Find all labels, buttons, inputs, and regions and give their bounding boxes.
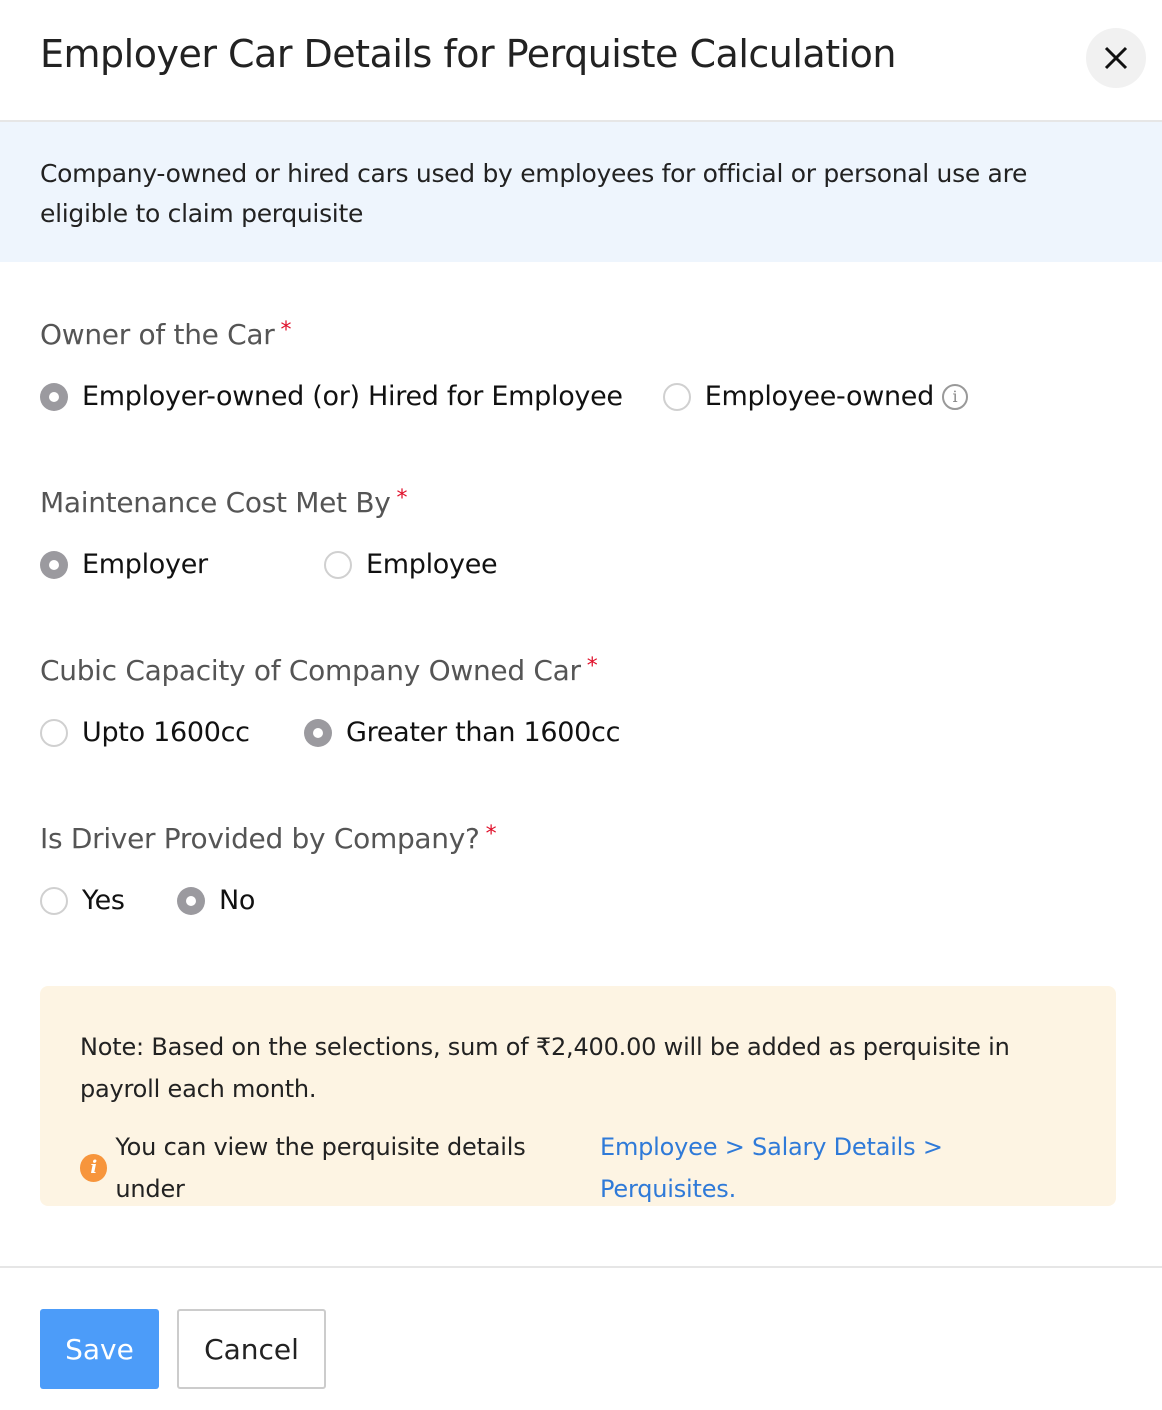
radio-employer-owned[interactable] (40, 381, 623, 412)
option-label: No (219, 885, 256, 916)
radio-employer[interactable] (40, 549, 324, 580)
note-hint: You can view the perquisite details under (115, 1133, 526, 1203)
radio-empty-icon (40, 887, 68, 915)
option-label: Employee (366, 549, 498, 580)
radio-empty-icon (40, 719, 68, 747)
option-label: Greater than 1600cc (346, 717, 621, 748)
close-button[interactable] (1086, 28, 1146, 88)
option-label: Employer (82, 549, 208, 580)
driver-group (40, 822, 496, 916)
required-mark: * (586, 654, 598, 679)
info-icon[interactable]: i (942, 384, 968, 410)
info-icon: i (80, 1154, 107, 1182)
radio-greater-1600cc[interactable] (304, 717, 620, 748)
option-label: Upto 1600cc (82, 717, 250, 748)
dialog-header (0, 0, 1162, 122)
radio-selected-icon (40, 551, 68, 579)
note-text: Note: Based on the selections, sum of ₹2,400.00 will be added as perquisite in payroll each month. (80, 1033, 1010, 1103)
cubic-capacity-group (40, 654, 620, 748)
required-mark: * (485, 822, 497, 847)
owner-group (40, 318, 968, 412)
save-button[interactable]: Save (40, 1309, 159, 1389)
radio-empty-icon (663, 383, 691, 411)
option-label: Employee-owned (704, 381, 934, 412)
radio-selected-icon (177, 887, 205, 915)
perquisites-link[interactable]: Employee > Salary Details > Perquisites. (600, 1133, 943, 1203)
radio-empty-icon (324, 551, 352, 579)
close-icon (1104, 46, 1128, 70)
cubic-capacity-label: Cubic Capacity of Company Owned Car (40, 654, 581, 687)
radio-employee[interactable] (324, 549, 497, 580)
radio-selected-icon (40, 383, 68, 411)
option-label: Yes (82, 885, 125, 916)
option-label: Employer-owned (or) Hired for Employee (82, 381, 623, 412)
cancel-button[interactable]: Cancel (177, 1309, 326, 1389)
radio-yes[interactable] (40, 885, 177, 916)
radio-no[interactable] (177, 885, 255, 916)
maintenance-label: Maintenance Cost Met By (40, 486, 391, 519)
required-mark: * (396, 486, 408, 511)
required-mark: * (280, 318, 292, 343)
driver-label: Is Driver Provided by Company? (40, 822, 480, 855)
dialog-title: Employer Car Details for Perquiste Calculation (40, 32, 896, 76)
info-banner: Company-owned or hired cars used by employees for official or personal use are eligible to claim perquisite (0, 122, 1162, 262)
dialog-footer (0, 1266, 1162, 1410)
owner-label: Owner of the Car (40, 318, 275, 351)
radio-employee-owned[interactable] (663, 381, 968, 412)
radio-upto-1600cc[interactable] (40, 717, 304, 748)
radio-selected-icon (304, 719, 332, 747)
maintenance-group (40, 486, 497, 580)
perquisite-note (40, 986, 1116, 1206)
